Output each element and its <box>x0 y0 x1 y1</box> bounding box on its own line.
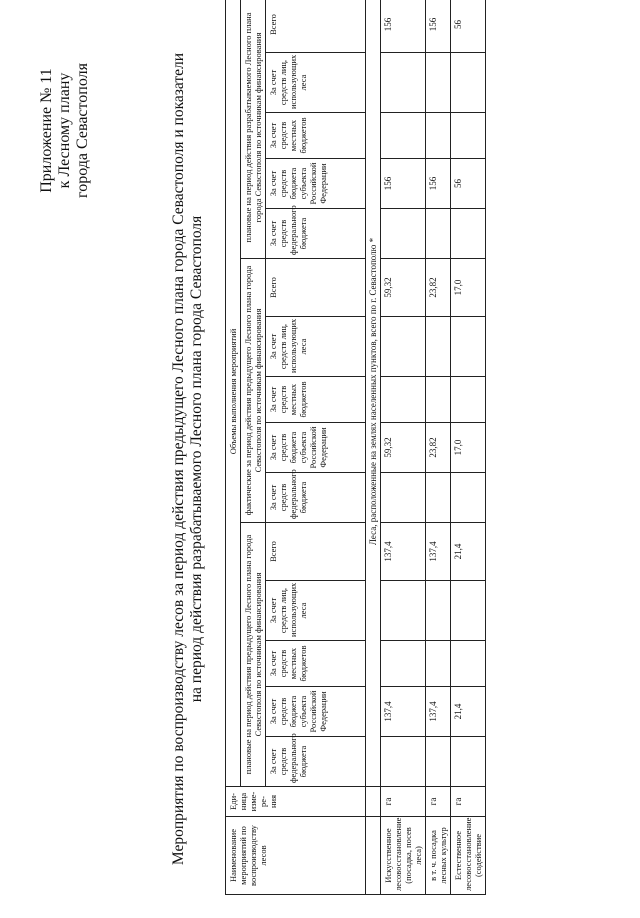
cell-planned-new-1: 156 <box>381 159 426 209</box>
cell-planned-prev-1: 21,4 <box>451 687 486 737</box>
subheader-regional: За счет средств бюджета субъекта Российской Федерации <box>266 423 366 473</box>
subheader-total: Всего <box>266 259 366 317</box>
title-line-2: на период действия разрабатываемого Лесного плана города Севастополя <box>188 215 205 703</box>
header-volumes: Объемы выполнения мероприятий <box>226 0 241 787</box>
cell-actual-prev-1: 59,32 <box>381 423 426 473</box>
cell-planned-prev-2 <box>381 641 426 687</box>
subheader-total: Всего <box>266 523 366 581</box>
cell-actual-prev-0 <box>381 473 426 523</box>
cell-planned-prev-3 <box>426 581 451 641</box>
subheader-local: За счет средств местных бюджетов <box>266 113 366 159</box>
cell-actual-prev-4: 23,82 <box>426 259 451 317</box>
appendix-note <box>38 63 92 198</box>
subheader-federal: За счет средств федерального бюджета <box>266 473 366 523</box>
table-row <box>451 0 486 895</box>
cell-planned-new-3 <box>426 53 451 113</box>
row-unit: га <box>451 787 486 817</box>
subheader-forest-users: За счет средств лиц, использующих леса <box>266 53 366 113</box>
row-measure-name: Искусственное лесовосстановление (посадка, посев леса) <box>381 817 426 895</box>
row-unit: га <box>381 787 426 817</box>
cell-planned-new-0 <box>451 209 486 259</box>
cell-planned-new-0 <box>426 209 451 259</box>
header-actual-prev: фактические за период действия предыдущего Лесного плана города Севастополя по источникам финансирования <box>241 259 266 523</box>
subheader-forest-users: За счет средств лиц, использующих леса <box>266 581 366 641</box>
cell-planned-prev-4: 21,4 <box>451 523 486 581</box>
subheader-total: Всего <box>266 0 366 53</box>
subheader-regional: За счет средств бюджета субъекта Российской Федерации <box>266 159 366 209</box>
title-line-1: Мероприятия по воспроизводству лесов за период действия предыдущего Лесного плана города Севастополя и показатели <box>170 52 187 866</box>
header-unit: Еди-ница изме-ре-ния <box>226 787 366 817</box>
cell-planned-new-4: 156 <box>381 0 426 53</box>
cell-actual-prev-3 <box>451 317 486 377</box>
cell-actual-prev-4: 17,0 <box>451 259 486 317</box>
cell-planned-prev-2 <box>451 641 486 687</box>
appendix-line-3: города Севастополя <box>74 63 91 198</box>
cell-planned-new-0 <box>381 209 426 259</box>
table-body <box>381 0 486 895</box>
cell-planned-prev-4: 137,4 <box>426 523 451 581</box>
cell-planned-prev-1: 137,4 <box>426 687 451 737</box>
subheader-forest-users: За счет средств лиц, использующих леса <box>266 317 366 377</box>
cell-actual-prev-2 <box>381 377 426 423</box>
table-row <box>426 0 451 895</box>
header-planned-prev: плановые на период действия предыдущего Лесного плана города Севастополя по источникам финансирования <box>241 523 266 787</box>
cell-actual-prev-3 <box>381 317 426 377</box>
cell-planned-new-2 <box>426 113 451 159</box>
subheader-federal: За счет средств федерального бюджета <box>266 737 366 787</box>
cell-planned-prev-3 <box>381 581 426 641</box>
row-measure-name: в т. ч. посадка лесных культур <box>426 817 451 895</box>
section-empty-name <box>366 817 381 895</box>
subheader-local: За счет средств местных бюджетов <box>266 641 366 687</box>
cell-actual-prev-0 <box>426 473 451 523</box>
cell-planned-new-2 <box>381 113 426 159</box>
table-row <box>381 0 426 895</box>
cell-actual-prev-4: 59,32 <box>381 259 426 317</box>
cell-planned-new-4: 56 <box>451 0 486 53</box>
cell-planned-new-4: 156 <box>426 0 451 53</box>
subheader-local: За счет средств местных бюджетов <box>266 377 366 423</box>
appendix-line-1: Приложение № 11 <box>38 68 55 193</box>
cell-actual-prev-2 <box>426 377 451 423</box>
cell-planned-new-1: 56 <box>451 159 486 209</box>
cell-planned-prev-3 <box>451 581 486 641</box>
rotated-content <box>20 9 620 909</box>
reforestation-table <box>225 0 486 895</box>
cell-planned-prev-0 <box>381 737 426 787</box>
cell-planned-prev-0 <box>426 737 451 787</box>
cell-planned-new-3 <box>381 53 426 113</box>
header-measure-name: Наименование мероприятий по воспроизводству лесов <box>226 817 366 895</box>
section-empty-unit <box>366 787 381 817</box>
cell-planned-new-2 <box>451 113 486 159</box>
cell-planned-new-1: 156 <box>426 159 451 209</box>
appendix-line-2: к Лесному плану <box>56 72 73 189</box>
cell-actual-prev-0 <box>451 473 486 523</box>
cell-actual-prev-1: 23,82 <box>426 423 451 473</box>
cell-planned-prev-4: 137,4 <box>381 523 426 581</box>
subheader-federal: За счет средств федерального бюджета <box>266 209 366 259</box>
cell-planned-prev-1: 137,4 <box>381 687 426 737</box>
section-label: Леса, расположенные на землях населенных пунктов, всего по г. Севастополю * <box>366 0 381 787</box>
cell-actual-prev-1: 17,0 <box>451 423 486 473</box>
cell-planned-new-3 <box>451 53 486 113</box>
cell-actual-prev-2 <box>451 377 486 423</box>
cell-planned-prev-2 <box>426 641 451 687</box>
document-title <box>170 9 206 909</box>
subheader-regional: За счет средств бюджета субъекта Российской Федерации <box>266 687 366 737</box>
header-planned-new: плановые на период действия разрабатываемого Лесного плана города Севастополя по источникам финансирования <box>241 0 266 259</box>
row-unit: га <box>426 787 451 817</box>
row-measure-name: Естественное лесовосстановление (содействие <box>451 817 486 895</box>
cell-planned-prev-0 <box>451 737 486 787</box>
cell-actual-prev-3 <box>426 317 451 377</box>
